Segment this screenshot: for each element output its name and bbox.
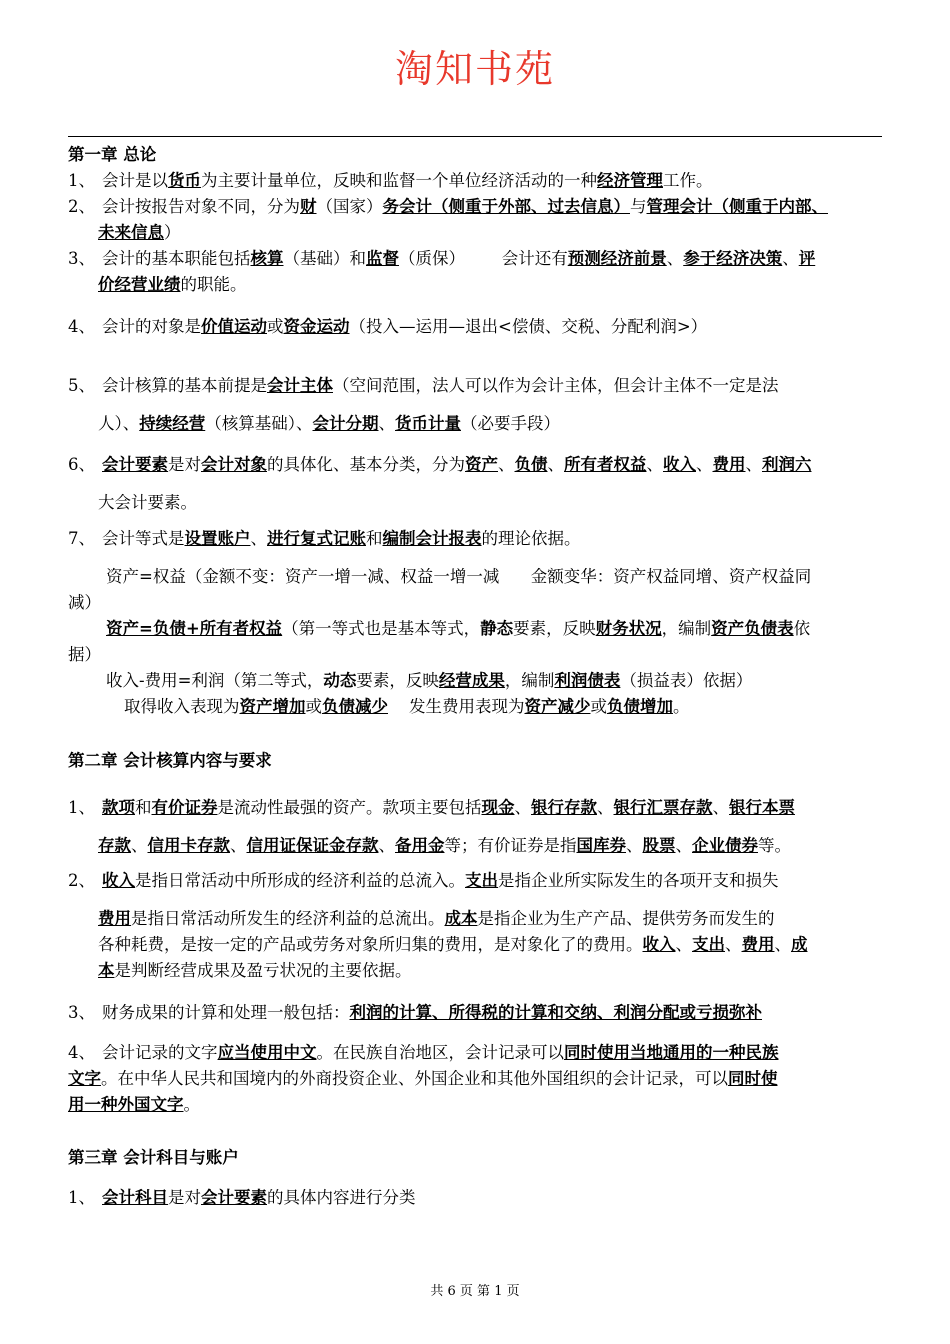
keyword: 所有者权益 xyxy=(564,455,647,474)
keyword: 信用证保证金存款 xyxy=(246,836,379,855)
keyword: 会计主体 xyxy=(267,376,333,395)
keyword: 评 xyxy=(798,249,816,268)
text: 会计是以 xyxy=(102,171,168,190)
separator: 、 xyxy=(675,836,692,855)
text: （国家） xyxy=(316,197,383,216)
keyword: 银行汇票存款 xyxy=(613,798,713,817)
keyword: 务会计 xyxy=(382,197,432,216)
keyword: 资产负债表 xyxy=(711,619,794,638)
c2-item-3 xyxy=(68,1000,883,1026)
keyword: 现金 xyxy=(481,798,515,817)
text: 或 xyxy=(305,697,322,716)
keyword: 银行存款 xyxy=(531,798,597,817)
keyword: 会计要素 xyxy=(102,455,168,474)
text: 的职能。 xyxy=(180,275,247,294)
item-number: 3、 xyxy=(68,249,95,268)
text: 是判断经营成果及盈亏状况的主要依据。 xyxy=(114,961,412,980)
keyword: 会计对象 xyxy=(201,455,267,474)
text: 是指日常活动所发生的经济利益的总流出。 xyxy=(131,909,445,928)
text: 的理论依据。 xyxy=(481,529,581,548)
text: 人）、 xyxy=(98,414,140,433)
text: 是指企业所实际发生的各项开支和损失 xyxy=(498,871,779,890)
text: 、 xyxy=(666,249,684,268)
keyword: 支出 xyxy=(692,935,725,954)
c1-item-7 xyxy=(68,526,883,552)
item-number: 4、 xyxy=(68,317,95,336)
c1-item-6 xyxy=(68,446,883,522)
keyword: 同时使 xyxy=(728,1069,778,1088)
keyword: 资产 xyxy=(465,455,498,474)
text: 大会计要素。 xyxy=(98,493,197,512)
keyword: 进行复式记账 xyxy=(267,529,366,548)
c2-item-2 xyxy=(68,868,883,894)
separator: 、 xyxy=(712,798,729,817)
text: （第一等式也是基本等式， xyxy=(282,619,481,638)
keyword: 预测经济前景 xyxy=(567,249,667,268)
text: 是对 xyxy=(168,1188,201,1207)
text: 依 xyxy=(793,619,811,638)
keyword: 设置账户 xyxy=(184,529,251,548)
item-number: 1、 xyxy=(68,798,95,817)
item-number: 1、 xyxy=(68,1188,95,1207)
item-number: 5、 xyxy=(68,376,95,395)
c1-item-1 xyxy=(68,168,883,194)
separator: 、 xyxy=(378,836,395,855)
item-number: 3、 xyxy=(68,1003,95,1022)
text: 是对 xyxy=(168,455,201,474)
keyword: 股票 xyxy=(642,836,676,855)
keyword: 存款 xyxy=(98,836,131,855)
keyword: 费用 xyxy=(712,455,746,474)
text: 等。 xyxy=(758,836,791,855)
text: 是指日常活动中所形成的经济利益的总流入。 xyxy=(135,871,465,890)
text: ，编制 xyxy=(504,671,555,690)
c3-item-1 xyxy=(68,1185,883,1211)
keyword: 文字 xyxy=(68,1069,101,1088)
text: （基础）和 xyxy=(283,249,366,268)
keyword: 利润债表 xyxy=(554,671,621,690)
text: 减） xyxy=(68,593,101,612)
keyword: （侧重于内部、 xyxy=(712,197,828,216)
text: 会计记录的文字 xyxy=(102,1043,218,1062)
keyword: 负债 xyxy=(514,455,548,474)
equation-2 xyxy=(68,616,883,668)
keyword: 支出 xyxy=(465,871,498,890)
text: 会计等式是 xyxy=(102,529,185,548)
keyword: 资产减少 xyxy=(524,697,591,716)
separator: 、 xyxy=(646,455,663,474)
keyword: 编制会计报表 xyxy=(382,529,482,548)
keyword: 货币 xyxy=(168,171,201,190)
text: 、 xyxy=(378,414,395,433)
keyword: 企业债券 xyxy=(692,836,758,855)
separator: 、 xyxy=(250,529,267,548)
keyword: 核算 xyxy=(250,249,284,268)
c1-item-3 xyxy=(68,246,883,298)
text: 。在民族自治地区，会计记录可以 xyxy=(316,1043,564,1062)
keyword: 经济管理 xyxy=(597,171,663,190)
text: （核算基础）、 xyxy=(205,414,313,433)
keyword: 价经营业绩 xyxy=(98,275,181,294)
separator: 、 xyxy=(696,455,713,474)
text: 收入-费用=利润（第二等式， xyxy=(106,671,324,690)
keyword: 负债增加 xyxy=(606,697,673,716)
chapter1-heading: 第一章 总论 xyxy=(68,145,157,164)
keyword: 负债减少 xyxy=(322,697,388,716)
keyword: 收入 xyxy=(642,935,676,954)
text: 据） xyxy=(68,645,101,664)
text: 发生费用表现为 xyxy=(388,697,525,716)
keyword: 动态 xyxy=(323,671,357,690)
document-title: 淘知书苑 xyxy=(394,47,555,91)
keyword: 财 xyxy=(300,197,317,216)
text: 是指企业为生产产品、提供劳务而发生的 xyxy=(477,909,775,928)
text: ） xyxy=(164,223,181,242)
text: 、 xyxy=(782,249,799,268)
equation-1 xyxy=(68,564,883,616)
text: 。在中华人民共和国境内的外商投资企业、外国企业和其他外国组织的会计记录，可以 xyxy=(101,1069,728,1088)
text: 或 xyxy=(590,697,607,716)
text: 为主要计量单位，反映和监督一个单位经济活动的一种 xyxy=(201,171,597,190)
text: 财务成果的计算和处理一般包括： xyxy=(102,1003,350,1022)
c2-item-2-cont xyxy=(68,906,883,984)
keyword: 费用 xyxy=(741,935,775,954)
c2-item-1 xyxy=(68,789,883,865)
text: 。 xyxy=(183,1095,200,1114)
keyword: 会计分期 xyxy=(312,414,379,433)
separator: 、 xyxy=(131,836,148,855)
equation-3 xyxy=(68,668,883,694)
text: 等；有价证券是指 xyxy=(444,836,577,855)
keyword: 银行本票 xyxy=(729,798,795,817)
equation-4 xyxy=(68,694,883,720)
keyword: 有价证券 xyxy=(151,798,218,817)
text: 会计的对象是 xyxy=(102,317,201,336)
keyword: 收入 xyxy=(102,871,135,890)
keyword: 监督 xyxy=(366,249,399,268)
keyword: 款项 xyxy=(102,798,135,817)
separator: 、 xyxy=(774,935,791,954)
keyword: 同时使用当地通用的一种民族 xyxy=(564,1043,779,1062)
text: 取得收入表现为 xyxy=(124,697,240,716)
text: 的具体化、基本分类，分为 xyxy=(267,455,465,474)
keyword: 利润的计算、所得税的计算和交纳、利润分配或亏损弥补 xyxy=(349,1003,762,1022)
text: 会计的基本职能包括 xyxy=(102,249,251,268)
keyword: 资金运动 xyxy=(283,317,350,336)
text: （投入—运用—退出<偿债、交税、分配利润>） xyxy=(349,317,708,336)
text: 要素，反映 xyxy=(356,671,439,690)
separator: 、 xyxy=(626,836,643,855)
text: ，编制 xyxy=(661,619,712,638)
separator: 、 xyxy=(725,935,742,954)
keyword: 静态 xyxy=(480,619,514,638)
text: 各种耗费，是按一定的产品或劳务对象所归集的费用，是对象化了的费用。 xyxy=(98,935,643,954)
text: （质保） 会计还有 xyxy=(399,249,568,268)
text: 要素，反映 xyxy=(513,619,596,638)
c1-item-5 xyxy=(68,367,883,443)
keyword: 管理会计 xyxy=(646,197,713,216)
text: 会计核算的基本前提是 xyxy=(102,376,267,395)
keyword: 货币计量 xyxy=(395,414,461,433)
text: 或 xyxy=(267,317,284,336)
separator: 、 xyxy=(675,935,692,954)
text: 工作。 xyxy=(663,171,713,190)
keyword: 成 xyxy=(791,935,808,954)
separator: 、 xyxy=(597,798,614,817)
keyword: 会计科目 xyxy=(102,1188,168,1207)
text: （损益表）依据） xyxy=(620,671,753,690)
item-number: 2、 xyxy=(68,197,95,216)
keyword: 价值运动 xyxy=(201,317,267,336)
keyword: 成本 xyxy=(444,909,478,928)
keyword: 用一种外国文字 xyxy=(68,1095,184,1114)
text: 是流动性最强的资产。款项主要包括 xyxy=(217,798,482,817)
item-number: 7、 xyxy=(68,529,95,548)
keyword: 资产增加 xyxy=(239,697,306,716)
text: 和 xyxy=(135,798,152,817)
c2-item-4 xyxy=(68,1040,883,1118)
text: （必要手段） xyxy=(461,414,560,433)
keyword: 财务状况 xyxy=(595,619,662,638)
text: 。 xyxy=(672,697,690,716)
separator: 、 xyxy=(230,836,247,855)
item-number: 4、 xyxy=(68,1043,95,1062)
page-footer: 共 6 页 第 1 页 xyxy=(430,1284,520,1299)
separator: 、 xyxy=(514,798,531,817)
text: 的具体内容进行分类 xyxy=(267,1188,416,1207)
chapter2-heading: 第二章 会计核算内容与要求 xyxy=(68,751,272,770)
c1-item-4 xyxy=(68,314,883,340)
text: 与 xyxy=(630,197,647,216)
text: 和 xyxy=(366,529,383,548)
keyword: 本 xyxy=(98,961,115,980)
separator: 、 xyxy=(745,455,762,474)
keyword: 利润六 xyxy=(762,455,812,474)
item-number: 1、 xyxy=(68,171,95,190)
chapter3-heading: 第三章 会计科目与账户 xyxy=(68,1148,239,1167)
keyword: 持续经营 xyxy=(139,414,206,433)
keyword: 会计要素 xyxy=(201,1188,267,1207)
keyword: 未来信息 xyxy=(98,223,164,242)
keyword: 参于经济决策 xyxy=(683,249,783,268)
text: （空间范围，法人可以作为会计主体，但会计主体不一定是法 xyxy=(333,376,779,395)
keyword: 收入 xyxy=(663,455,696,474)
text: 会计按报告对象不同，分为 xyxy=(102,197,300,216)
keyword: 费用 xyxy=(98,909,131,928)
keyword: 备用金 xyxy=(395,836,445,855)
c1-item-2 xyxy=(68,194,883,246)
separator: 、 xyxy=(498,455,515,474)
item-number: 2、 xyxy=(68,871,95,890)
keyword: （侧重于外部、过去信息） xyxy=(432,197,630,216)
header-divider xyxy=(68,136,882,137)
keyword: 国库券 xyxy=(576,836,626,855)
keyword: 资产=负债+所有者权益 xyxy=(106,619,283,638)
keyword: 信用卡存款 xyxy=(147,836,230,855)
separator: 、 xyxy=(547,455,564,474)
keyword: 应当使用中文 xyxy=(217,1043,317,1062)
item-number: 6、 xyxy=(68,455,95,474)
text: 资产=权益（金额不变：资产一增一减、权益一增一减 金额变华：资产权益同增、资产权益同 xyxy=(106,567,812,586)
keyword: 经营成果 xyxy=(438,671,505,690)
